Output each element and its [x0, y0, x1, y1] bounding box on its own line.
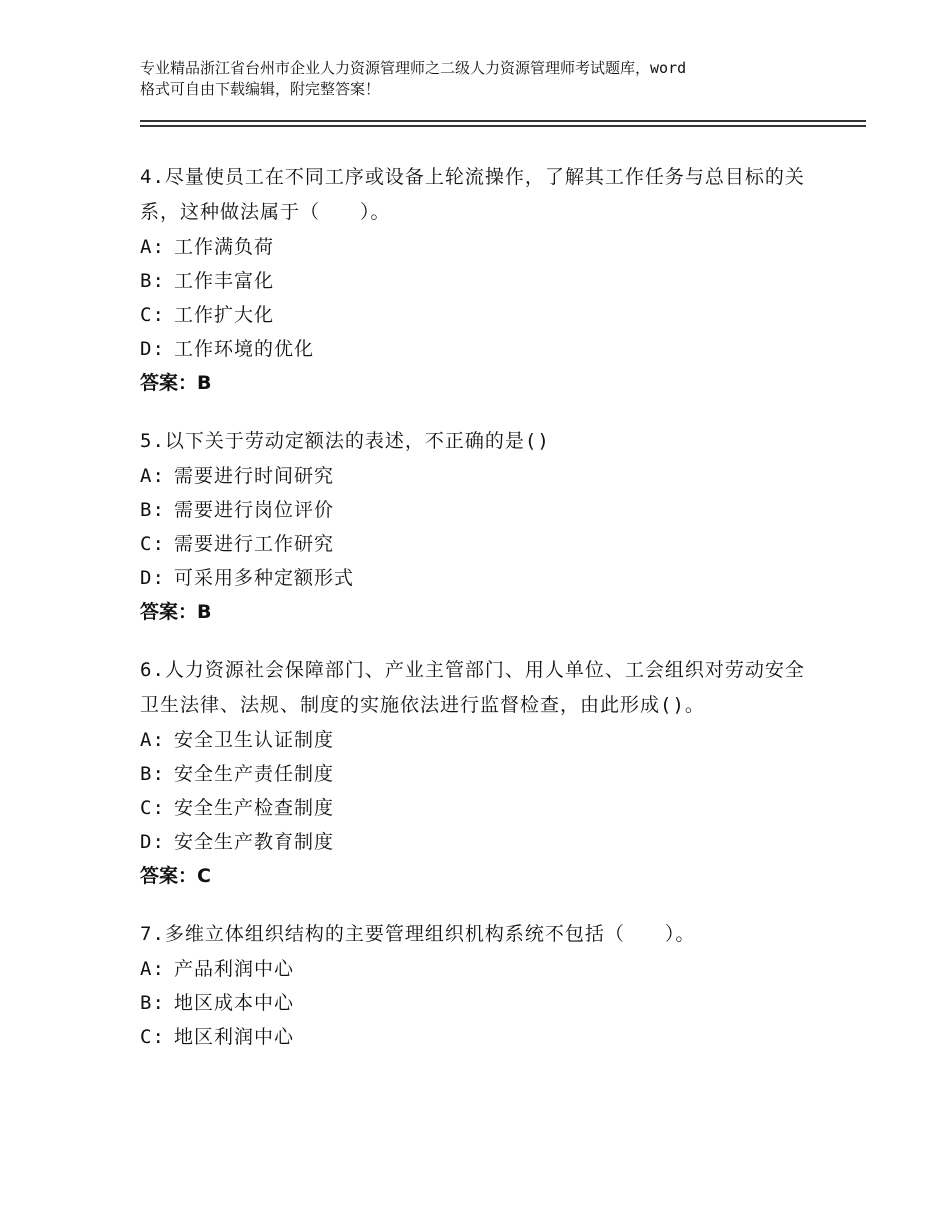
option-d	[140, 332, 820, 366]
question-stem: 6.人力资源社会保障部门、产业主管部门、用人单位、工会组织对劳动安全卫生法律、法规、制度的实施依法进行监督检查，由此形成()。	[140, 659, 805, 716]
option-b	[140, 986, 820, 1020]
question-7	[140, 917, 820, 1054]
option-a	[140, 459, 820, 493]
option-letter: A:	[140, 729, 165, 751]
option-d	[140, 825, 820, 859]
header-title-line-1: 专业精品浙江省台州市企业人力资源管理师之二级人力资源管理师考试题库，word	[140, 59, 687, 77]
option-letter: D:	[140, 831, 165, 853]
option-a	[140, 230, 820, 264]
option-letter: A:	[140, 465, 165, 487]
option-text: 安全生产检查制度	[174, 797, 335, 819]
question-stem: 4.尽量使员工在不同工序或设备上轮流操作，了解其工作任务与总目标的关系，这种做法属于（ ）。	[140, 166, 805, 223]
option-letter: B:	[140, 763, 165, 785]
document-header	[140, 58, 840, 100]
option-letter: B:	[140, 992, 165, 1014]
option-letter: C:	[140, 304, 165, 326]
option-text: 地区利润中心	[174, 1026, 295, 1048]
option-text: 工作扩大化	[174, 304, 275, 326]
option-text: 安全生产教育制度	[174, 831, 335, 853]
question-stem: 7.多维立体组织结构的主要管理组织机构系统不包括（ ）。	[140, 923, 696, 945]
option-b	[140, 757, 820, 791]
question-list	[140, 160, 820, 1078]
header-title-line-2: 格式可自由下载编辑，附完整答案！	[140, 80, 381, 98]
option-letter: B:	[140, 270, 165, 292]
option-d	[140, 561, 820, 595]
option-c	[140, 298, 820, 332]
option-text: 地区成本中心	[174, 992, 295, 1014]
option-text: 需要进行时间研究	[174, 465, 335, 487]
option-text: 安全生产责任制度	[174, 763, 335, 785]
header-divider-top	[140, 120, 866, 122]
option-letter: C:	[140, 1026, 165, 1048]
option-text: 产品利润中心	[174, 958, 295, 980]
option-letter: D:	[140, 338, 165, 360]
option-c	[140, 1020, 820, 1054]
question-5	[140, 424, 820, 629]
option-c	[140, 527, 820, 561]
option-text: 安全卫生认证制度	[174, 729, 335, 751]
option-b	[140, 493, 820, 527]
option-letter: A:	[140, 958, 165, 980]
option-text: 工作丰富化	[174, 270, 275, 292]
header-divider-bottom	[140, 125, 866, 127]
question-stem: 5.以下关于劳动定额法的表述，不正确的是()	[140, 430, 550, 452]
option-text: 需要进行工作研究	[174, 533, 335, 555]
question-6	[140, 653, 820, 893]
question-4	[140, 160, 820, 400]
option-a	[140, 952, 820, 986]
option-text: 工作环境的优化	[174, 338, 315, 360]
option-c	[140, 791, 820, 825]
option-text: 工作满负荷	[174, 236, 275, 258]
option-letter: B:	[140, 499, 165, 521]
option-a	[140, 723, 820, 757]
option-letter: D:	[140, 567, 165, 589]
answer-label: 答案：B	[140, 372, 212, 394]
option-letter: C:	[140, 533, 165, 555]
answer-label: 答案：C	[140, 865, 211, 887]
option-b	[140, 264, 820, 298]
option-text: 可采用多种定额形式	[174, 567, 355, 589]
option-text: 需要进行岗位评价	[174, 499, 335, 521]
option-letter: A:	[140, 236, 165, 258]
answer-label: 答案：B	[140, 601, 212, 623]
option-letter: C:	[140, 797, 165, 819]
